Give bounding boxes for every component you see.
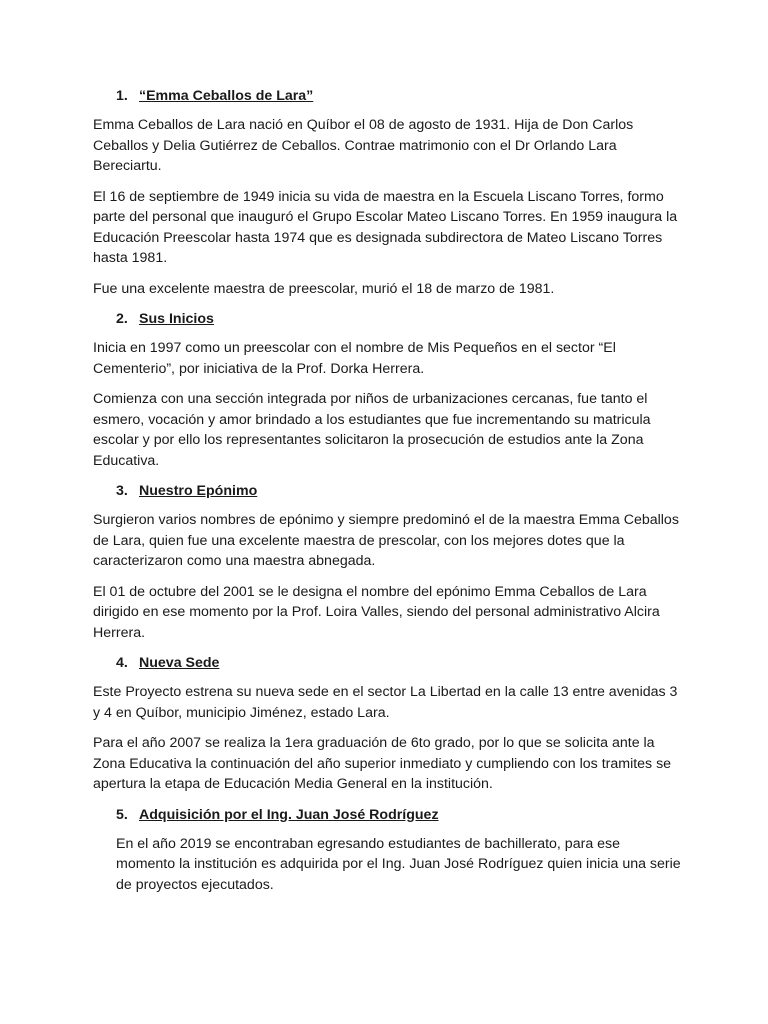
section-heading-sus-inicios	[116, 309, 683, 329]
section-title: “Emma Ceballos de Lara”	[139, 88, 314, 104]
paragraph: En el año 2019 se encontraban egresando estudiantes de bachillerato, para ese momento la institución es adquirida por el Ing. Juan José Rodríguez quien inicia una serie de proyectos ejecutados.	[116, 835, 681, 893]
paragraph: Fue una excelente maestra de preescolar, murió el 18 de marzo de 1981.	[93, 280, 555, 297]
paragraph: El 01 de octubre del 2001 se le designa el nombre del epónimo Emma Ceballos de Lara dirigido en ese momento por la Prof. Loira Valles, siendo del personal administrativo Alcira Herrera.	[93, 583, 660, 641]
section-title: Nuestro Epónimo	[139, 483, 258, 499]
section-number: 5.	[116, 806, 128, 823]
paragraph: Comienza con una sección integrada por niños de urbanizaciones cercanas, fue tanto el esmero, vocación y amor brindado a los estudiantes que fue incrementando su matricula escolar y por ello los representantes solicitaron la prosecución de estudios ante la Zona Educativa.	[93, 391, 651, 469]
paragraph: El 16 de septiembre de 1949 inicia su vida de maestra en la Escuela Liscano Torres, formo parte del personal que inauguró el Grupo Escolar Mateo Liscano Torres. En 1959 inaugura la Educación Preescolar hasta 1974 que es designada subdirectora de Mateo Liscano Torres hasta 1981.	[93, 188, 678, 266]
paragraph: Inicia en 1997 como un preescolar con el nombre de Mis Pequeños en el sector “El Cementerio”, por iniciativa de la Prof. Dorka Herrera.	[93, 340, 616, 377]
section-number: 1.	[116, 88, 128, 104]
section-title: Sus Inicios	[139, 311, 214, 327]
section-number: 2.	[116, 311, 128, 327]
section-title: Nueva Sede	[139, 655, 220, 671]
section-heading-nuestro-eponimo	[116, 481, 683, 501]
section-heading-emma-ceballos	[116, 86, 683, 106]
section-heading-adquisicion	[116, 805, 683, 825]
document-body	[93, 86, 683, 905]
paragraph: Para el año 2007 se realiza la 1era graduación de 6to grado, por lo que se solicita ante la Zona Educativa la continuación del año superior inmediato y cumpliendo con los tramites se apertura la etapa de Educación Media General en la institución.	[93, 735, 672, 792]
section-number: 4.	[116, 655, 128, 671]
paragraph: Surgieron varios nombres de epónimo y siempre predominó el de la maestra Emma Ceballos de Lara, quien fue una excelente maestra de prescolar, con los mejores dotes que la caracterizaron como una maestra abnegada.	[93, 512, 679, 569]
paragraph: Este Proyecto estrena su nueva sede en el sector La Libertad en la calle 13 entre avenidas 3 y 4 en Quíbor, municipio Jiménez, estado Lara.	[93, 684, 678, 721]
section-heading-nueva-sede	[116, 653, 683, 673]
section-number: 3.	[116, 483, 128, 499]
paragraph: Emma Ceballos de Lara nació en Quíbor el 08 de agosto de 1931. Hija de Don Carlos Ceballos y Delia Gutiérrez de Ceballos. Contrae matrimonio con el Dr Orlando Lara Bereciartu.	[93, 117, 634, 174]
section-title: Adquisición por el Ing. Juan José Rodríguez	[139, 806, 439, 823]
